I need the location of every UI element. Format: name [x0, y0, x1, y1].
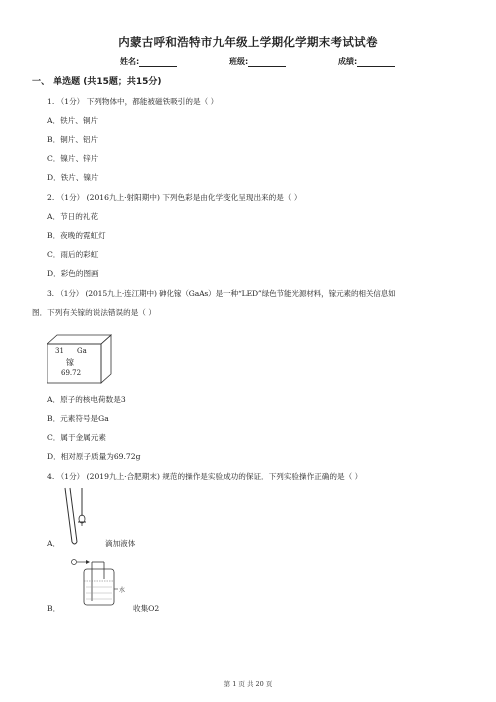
question-4-option-b-letter: B． [47, 604, 61, 613]
gallium-element-box [47, 334, 113, 384]
score-label: 成绩: [338, 57, 358, 66]
element-name: 镓 [66, 358, 74, 367]
question-2-option-b: B．夜晚的霓虹灯 [47, 231, 106, 240]
question-3-stem-line1: 3. （1分） (2015九上·连江期中) 砷化镓（GaAs）是一种“LED”绿色节能光源材料，镓元素的相关信息如 [47, 289, 396, 298]
name-label: 姓名: [120, 57, 140, 66]
question-2-option-c: C．雨后的彩虹 [47, 250, 99, 259]
name-blank [139, 57, 177, 67]
class-field [229, 56, 286, 67]
score-blank [357, 57, 395, 67]
class-label: 班级: [229, 57, 249, 66]
section-title: 一、 单选题 (共15题；共15分) [32, 77, 162, 87]
question-3-option-a: A．原子的核电荷数是3 [47, 395, 126, 404]
question-2-stem: 2. （1分） (2016九上·射阳期中) 下列色彩是由化学变化呈现出来的是（ ） [47, 193, 302, 202]
question-3-option-d: D．相对原子质量为69.72g [47, 452, 141, 461]
question-3-option-b: B．元素符号是Ga [47, 414, 109, 423]
page-title: 内蒙古呼和浩特市九年级上学期化学期末考试试卷 [118, 35, 378, 49]
question-3-stem-line2: 图．下列有关镓的说法错误的是（ ） [32, 308, 156, 317]
question-2-option-a: A．节日的礼花 [47, 212, 99, 221]
question-4-option-b-text: 收集O2 [133, 604, 160, 613]
element-atomic-number: 31 [55, 347, 64, 355]
question-4-option-a-letter: A． [47, 539, 61, 548]
question-1-option-b: B．铜片、铝片 [47, 135, 99, 144]
element-symbol: Ga [77, 347, 87, 355]
page-footer: 第 1 页 共 20 页 [223, 680, 273, 688]
class-blank [248, 57, 286, 67]
dropper-test-tube-figure [62, 486, 102, 546]
question-4-stem: 4. （1分） (2019九上·合肥期末) 规范的操作是实验成功的保证．下列实验操作正确的是（ ） [47, 472, 363, 481]
question-2-option-d: D．彩色的图画 [47, 269, 99, 278]
water-label: 水 [119, 587, 126, 594]
name-field [120, 56, 177, 67]
dropper-icon [62, 486, 102, 546]
question-1-option-d: D．铁片、镍片 [47, 173, 99, 182]
gas-bottle-icon [70, 557, 126, 609]
question-1-stem: 1. （1分） 下列物体中，都能被磁铁吸引的是（ ） [47, 97, 219, 106]
question-1-option-a: A．铁片、铜片 [47, 116, 99, 125]
question-1-option-c: C．镍片、锌片 [47, 154, 99, 163]
gas-collection-figure [70, 557, 126, 609]
score-field [338, 56, 395, 67]
element-mass: 69.72 [61, 369, 82, 377]
question-3-option-c: C．属于金属元素 [47, 433, 106, 442]
question-4-option-a-text: 滴加液体 [105, 539, 136, 548]
